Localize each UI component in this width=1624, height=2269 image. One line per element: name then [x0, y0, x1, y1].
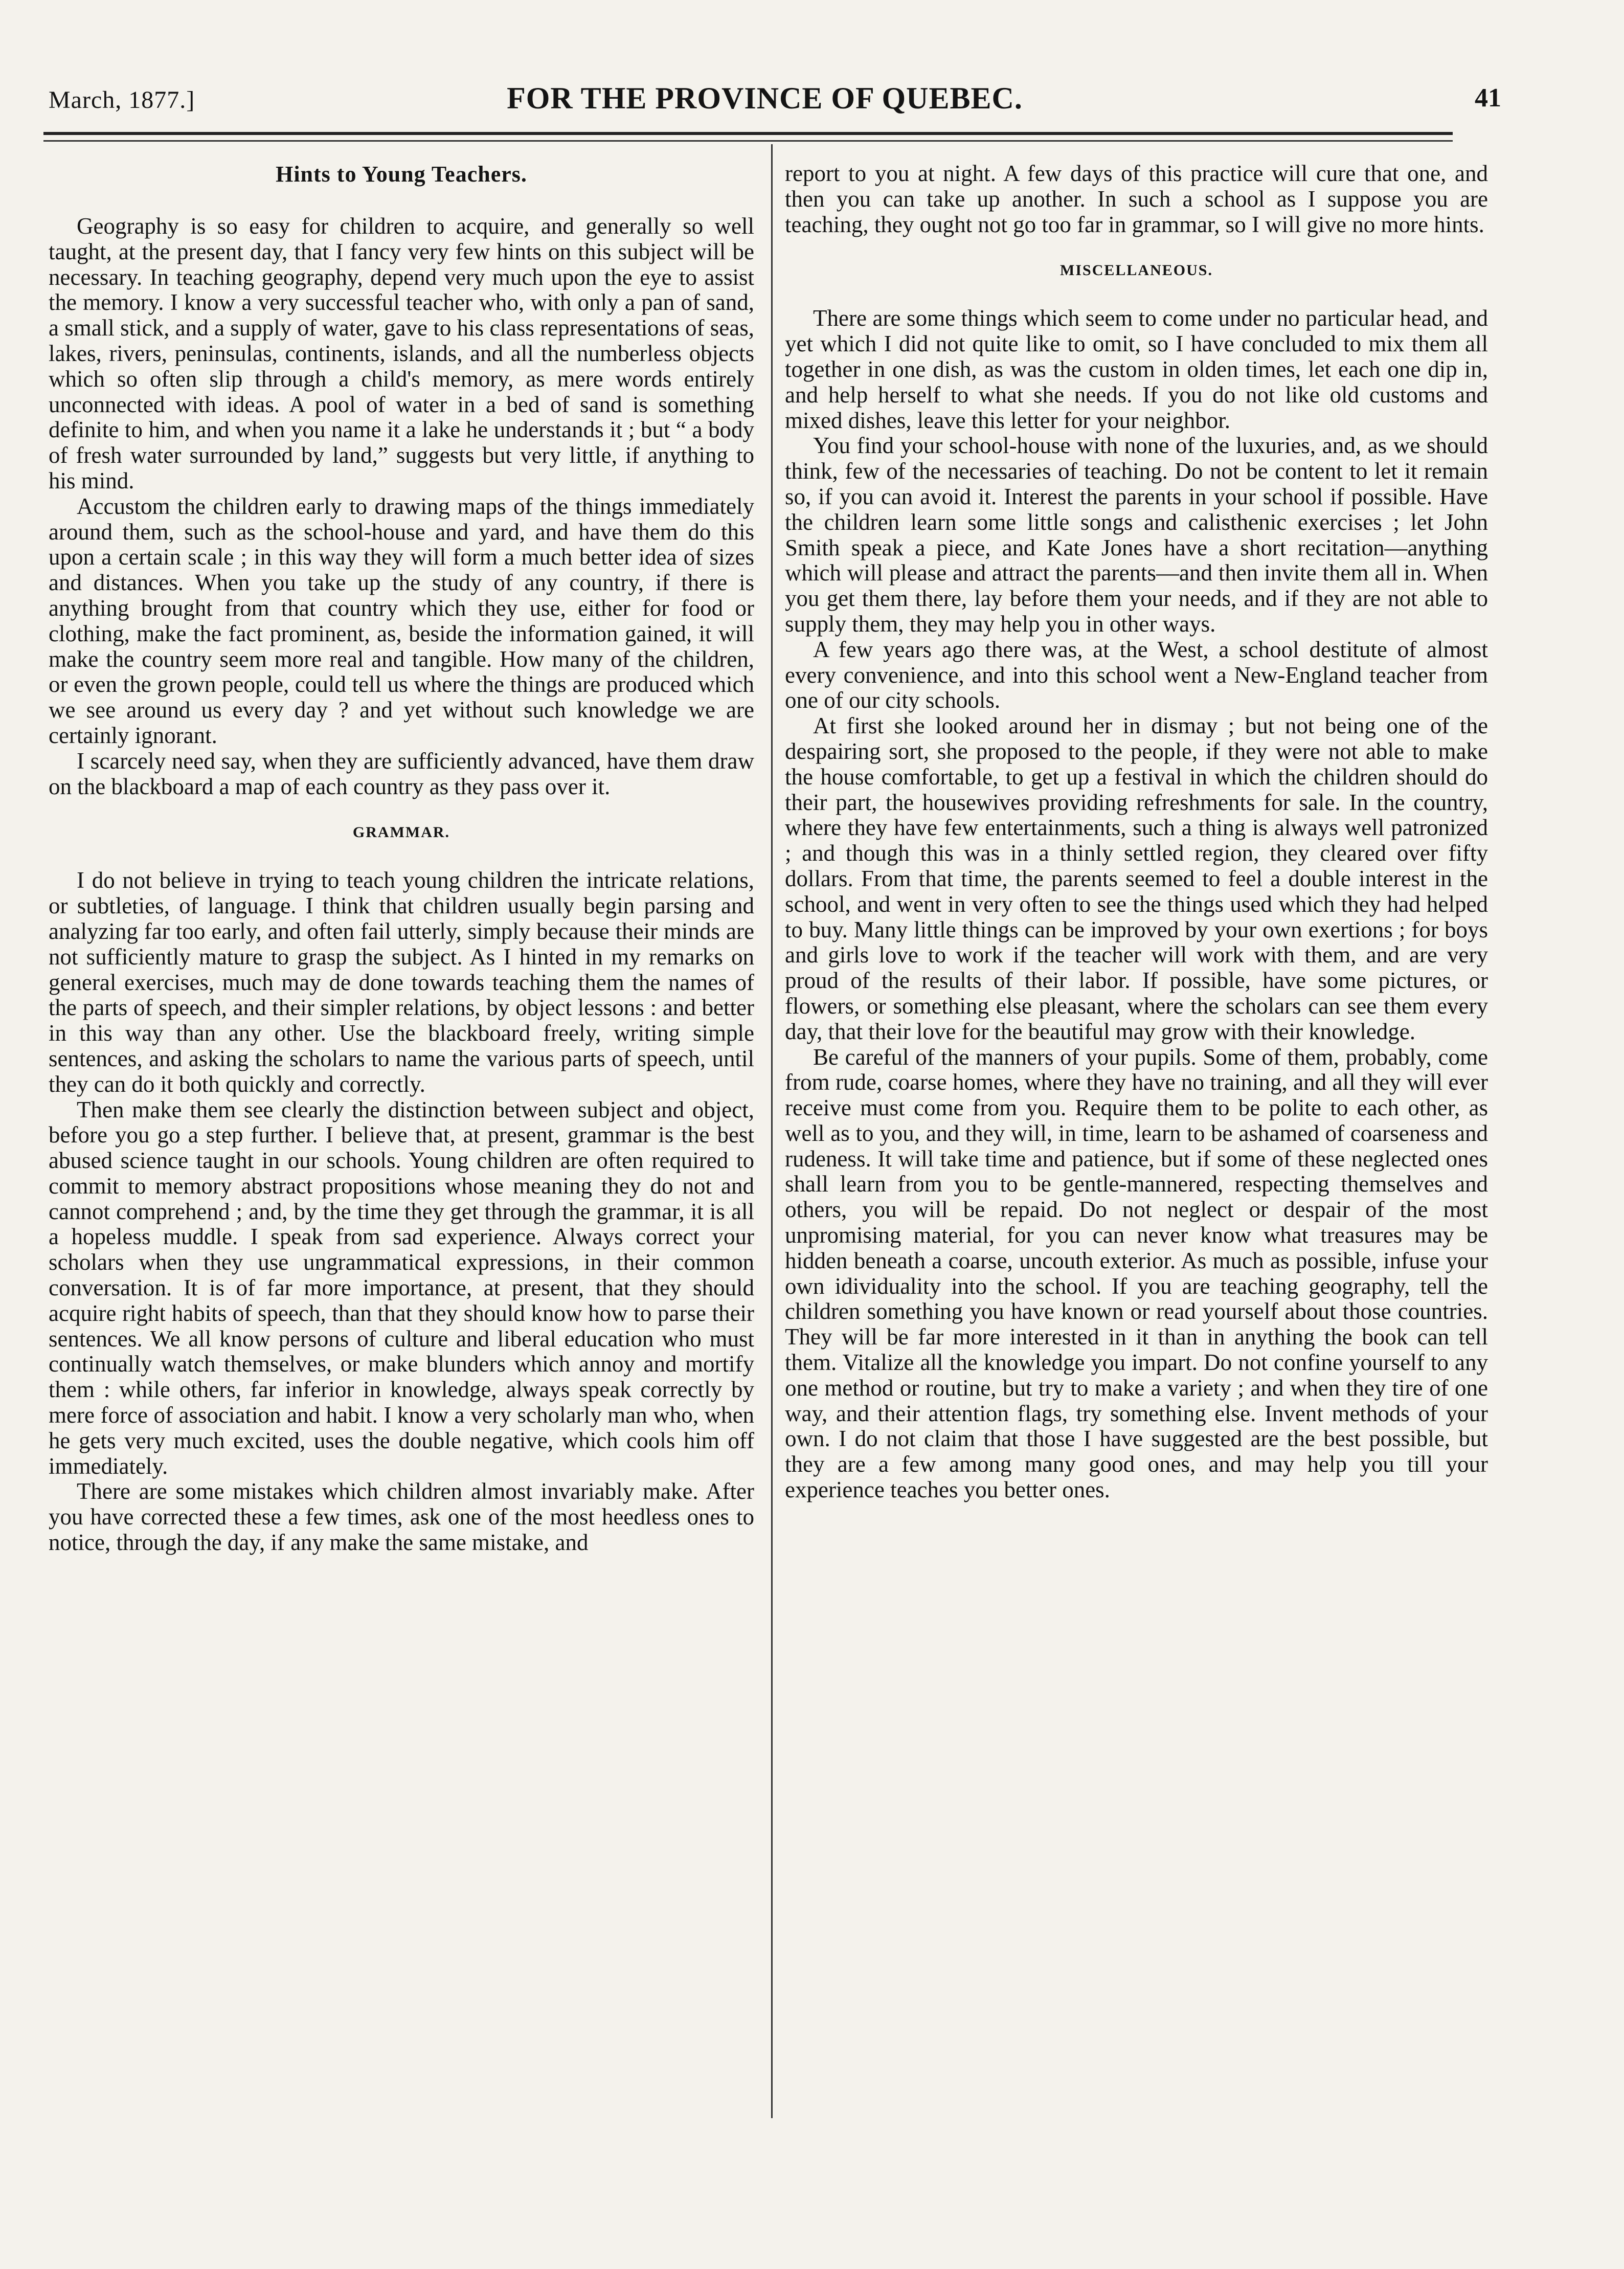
paragraph: I scarcely need say, when they are sufficiently advanced, have them draw on the blackboard a map of each country as they pass over it. — [49, 748, 754, 799]
paragraph: A few years ago there was, at the West, a school destitute of almost every convenience, and into this school went a New-England teacher from one of our city schools. — [785, 636, 1488, 713]
paragraph: Geography is so easy for children to acquire, and generally so well taught, at the present day, that I fancy very few hints on this subject will be necessary. In teaching geography, depend very much upon the eye to assist the memory. I know a very successful teacher who, with only a pan of sand, a small stick, and a supply of water, gave to his class representations of seas, lakes, rivers, peninsulas, continents, islands, and all the numberless objects which so often slip through a child's memory, as mere words entirely unconnected with ideas. A pool of water in a bed of sand is something definite to him, and when you name it a lake he understands it ; but “ a body of fresh water surrounded by land,” suggests but very little, if anything to his mind. — [49, 213, 754, 493]
paragraph: At first she looked around her in dismay ; but not being one of the despairing sort, she proposed to the people, if they were not able to make the house comfortable, to get up a festival in which the children should do their part, the housewives providing refreshments for sale. In the country, where they have few entertainments, such a thing is always well patronized ; and though this was in a thinly settled region, they cleared over fifty dollars. From that time, the parents seemed to feel a double interest in the school, and went in very often to see the things used which they had helped to buy. Many little things can be improved by your own exertions ; for boys and girls love to work if the teacher will work with them, and are very proud of the results of their labor. If possible, have some pictures, or flowers, or something else pleasant, where the scholars can see them every day, that their love for the beautiful may grow with their knowledge. — [785, 713, 1488, 1044]
paragraph: Be careful of the manners of your pupils. Some of them, probably, come from rude, coarse homes, where they have no training, and all they will ever receive must come from you. Require them to be polite to each other, as well as to you, and they will, in time, learn to be ashamed of coarseness and rudeness. It will take time and patience, but if some of these neglected ones shall learn from you to be gentle-mannered, respecting themselves and others, you will be repaid. Do not neglect or despair of the most unpromising material, for you can never know what treasures may be hidden beneath a coarse, uncouth exterior. As much as possible, infuse your own idividuality into the school. If you are teaching geography, tell the children something you have known or read yourself about those countries. They will be far more interested in it than in anything the book can tell them. Vitalize all the knowledge you impart. Do not confine yourself to any one method or routine, but try to make a variety ; and when they tire of one way, and their attention flags, try something else. Invent methods of your own. I do not claim that those I have suggested are the best possible, but they are a few among many good ones, and may help you till your experience teaches you better ones. — [785, 1044, 1488, 1503]
left-column — [49, 161, 754, 1556]
paragraph: You find your school-house with none of the luxuries, and, as we should think, few of the necessaries of teaching. Do not be content to let it remain so, if you can avoid it. Interest the parents in your school if possible. Have the children learn some little songs and calisthenic exercises ; let John Smith speak a piece, and Kate Jones have a short recitation—anything which will please and attract the parents—and then invite them all in. When you get them there, lay before them your needs, and if they are not able to supply them, they may help you in other ways. — [785, 433, 1488, 637]
section-heading-grammar: GRAMMAR. — [352, 824, 450, 841]
right-column — [785, 161, 1488, 1503]
paragraph: Accustom the children early to drawing maps of the things immediately around them, such as the school-house and yard, and have them do this upon a certain scale ; in this way they will form a much better idea of sizes and distances. When you take up the study of any country, if there is anything brought from that country which they use, either for food or clothing, make the fact prominent, as, beside the information gained, it will make the country seem more real and tangible. How many of the children, or even the grown people, could tell us where the things are produced which we see around us every day ? and yet without such knowledge we are certainly ignorant. — [49, 493, 754, 748]
paragraph-continuation: report to you at night. A few days of this practice will cure that one, and then you can take up another. In such a school as I suppose you are teaching, they ought not go too far in grammar, so I will give no more hints. — [785, 161, 1488, 237]
issue-date: March, 1877.] — [49, 86, 195, 114]
page-number: 41 — [1475, 83, 1501, 113]
paragraph: There are some things which seem to come under no particular head, and yet which I did not quite like to omit, so I have concluded to mix them all together in one dish, as was the custom in olden times, let each one dip in, and help herself to what she needs. If you do not like old customs and mixed dishes, leave this letter for your neighbor. — [785, 305, 1488, 433]
paragraph: I do not believe in trying to teach young children the intricate relations, or subtleties, of language. I think that children usually begin parsing and analyzing far too early, and often fail utterly, simply because their minds are not sufficiently mature to grasp the subject. As I hinted in my remarks on general exercises, much may de done towards teaching them the names of the parts of speech, and their simpler relations, by object lessons : and better in this way than any other. Use the blackboard freely, writing simple sentences, and asking the scholars to name the various parts of speech, until they can do it both quickly and correctly. — [49, 867, 754, 1097]
running-head — [28, 77, 1501, 120]
header-rule — [43, 132, 1453, 135]
journal-title: FOR THE PROVINCE OF QUEBEC. — [507, 81, 1023, 115]
paragraph: Then make them see clearly the distinction between subject and object, before you go a step further. I believe that, at present, grammar is the best abused science taught in our schools. Young children are often required to commit to memory abstract propositions whose meaning they do not and cannot comprehend ; and, by the time they get through the grammar, it is all a hopeless muddle. I speak from sad experience. Always correct your scholars when they use ungrammatical expressions, in their common conversation. It is of far more importance, at present, that they should acquire right habits of speech, than that they should know how to parse their sentences. We all know persons of culture and liberal education who must continually watch themselves, or make blunders which annoy and mortify them : while others, far inferior in knowledge, always speak correctly by mere force of association and habit. I know a very scholarly man who, when he gets very much excited, uses the double negative, which cools him off immediately. — [49, 1096, 754, 1479]
article-title: Hints to Young Teachers. — [276, 162, 527, 187]
section-heading-miscellaneous: MISCELLANEOUS. — [1060, 262, 1213, 279]
column-divider — [771, 144, 773, 2118]
header-rule-thin — [43, 140, 1453, 142]
paragraph: There are some mistakes which children almost invariably make. After you have corrected these a few times, ask one of the most heedless ones to notice, through the day, if any make the same mistake, and — [49, 1478, 754, 1556]
